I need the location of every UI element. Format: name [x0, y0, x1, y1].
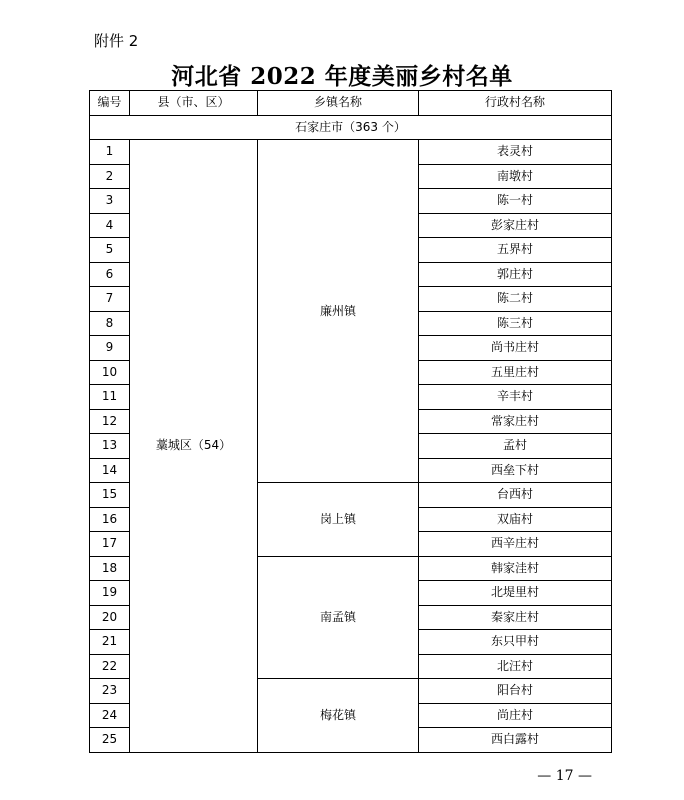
village-cell: 北堤里村	[419, 581, 612, 606]
county-cell: 藁城区（54）	[130, 140, 258, 753]
row-number: 10	[90, 360, 130, 385]
row-number: 18	[90, 556, 130, 581]
village-cell: 南墩村	[419, 164, 612, 189]
row-number: 24	[90, 703, 130, 728]
village-cell: 西辛庄村	[419, 532, 612, 557]
row-number: 3	[90, 189, 130, 214]
town-cell: 岗上镇	[258, 483, 419, 557]
row-number: 6	[90, 262, 130, 287]
village-cell: 东只甲村	[419, 630, 612, 655]
village-cell: 五里庄村	[419, 360, 612, 385]
village-cell: 孟村	[419, 434, 612, 459]
row-number: 2	[90, 164, 130, 189]
village-cell: 陈二村	[419, 287, 612, 312]
town-cell: 廉州镇	[258, 140, 419, 483]
section-row	[90, 115, 612, 140]
row-number: 20	[90, 605, 130, 630]
table-row	[90, 140, 612, 165]
row-number: 16	[90, 507, 130, 532]
village-table	[89, 90, 612, 753]
town-cell: 南孟镇	[258, 556, 419, 679]
row-number: 9	[90, 336, 130, 361]
village-cell: 郭庄村	[419, 262, 612, 287]
village-cell: 陈一村	[419, 189, 612, 214]
row-number: 23	[90, 679, 130, 704]
page-number: — 17 —	[537, 768, 592, 784]
village-cell: 秦家庄村	[419, 605, 612, 630]
village-cell: 北汪村	[419, 654, 612, 679]
row-number: 21	[90, 630, 130, 655]
village-cell: 辛丰村	[419, 385, 612, 410]
table-header-row	[90, 91, 612, 116]
village-cell: 彭家庄村	[419, 213, 612, 238]
village-cell: 西白露村	[419, 728, 612, 753]
row-number: 4	[90, 213, 130, 238]
column-header-county: 县（市、区）	[130, 91, 258, 116]
row-number: 19	[90, 581, 130, 606]
row-number: 7	[90, 287, 130, 312]
row-number: 15	[90, 483, 130, 508]
village-cell: 台西村	[419, 483, 612, 508]
village-cell: 阳台村	[419, 679, 612, 704]
row-number: 8	[90, 311, 130, 336]
town-cell: 梅花镇	[258, 679, 419, 753]
row-number: 5	[90, 238, 130, 263]
village-cell: 韩家洼村	[419, 556, 612, 581]
village-cell: 五界村	[419, 238, 612, 263]
row-number: 17	[90, 532, 130, 557]
column-header-number: 编号	[90, 91, 130, 116]
attachment-label: 附件 2	[94, 32, 139, 50]
village-cell: 表灵村	[419, 140, 612, 165]
page-title: 河北省 2022 年度美丽乡村名单	[171, 63, 513, 90]
row-number: 25	[90, 728, 130, 753]
column-header-town: 乡镇名称	[258, 91, 419, 116]
section-title: 石家庄市（363 个）	[90, 115, 612, 140]
village-cell: 尚书庄村	[419, 336, 612, 361]
village-cell: 常家庄村	[419, 409, 612, 434]
village-cell: 尚庄村	[419, 703, 612, 728]
row-number: 14	[90, 458, 130, 483]
row-number: 22	[90, 654, 130, 679]
row-number: 12	[90, 409, 130, 434]
column-header-village: 行政村名称	[419, 91, 612, 116]
row-number: 1	[90, 140, 130, 165]
village-cell: 西垒下村	[419, 458, 612, 483]
village-cell: 双庙村	[419, 507, 612, 532]
village-cell: 陈三村	[419, 311, 612, 336]
row-number: 11	[90, 385, 130, 410]
row-number: 13	[90, 434, 130, 459]
